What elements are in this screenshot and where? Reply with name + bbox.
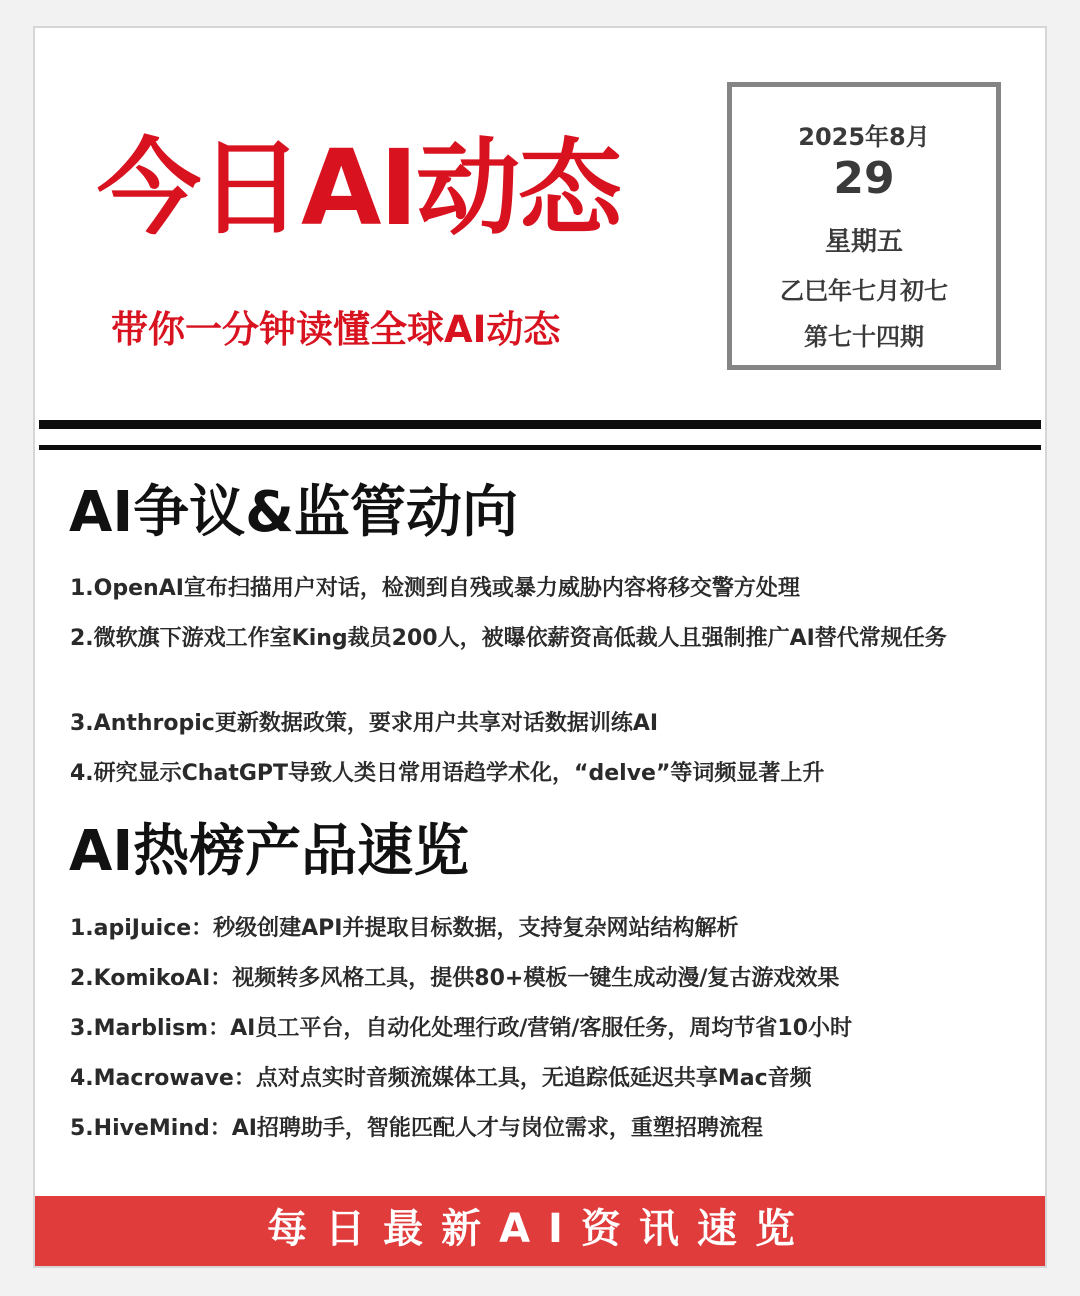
divider-thick: [39, 420, 1041, 429]
masthead-subtitle: 带你一分钟读懂全球AI动态: [111, 308, 561, 351]
footer-banner: 每日最新AI资讯速览: [35, 1196, 1045, 1268]
masthead-title: 今日AI动态: [97, 127, 621, 249]
section-title-products: AI热榜产品速览: [69, 819, 470, 884]
list-item: 5.HiveMind：AI招聘助手，智能匹配人才与岗位需求，重塑招聘流程: [70, 1116, 763, 1141]
date-day: 29: [833, 153, 895, 204]
list-item: 4.Macrowave：点对点实时音频流媒体工具，无追踪低延迟共享Mac音频: [70, 1066, 812, 1091]
list-item: 1.OpenAI宣布扫描用户对话，检测到自残或暴力威胁内容将移交警方处理: [70, 576, 800, 601]
list-item: 4.研究显示ChatGPT导致人类日常用语趋学术化，“delve”等词频显著上升: [70, 761, 825, 786]
list-item: 1.apiJuice：秒级创建API并提取目标数据，支持复杂网站结构解析: [70, 916, 739, 941]
date-year-month: 2025年8月: [798, 123, 930, 151]
newsletter-page: [33, 26, 1047, 1268]
list-item: 3.Anthropic更新数据政策，要求用户共享对话数据训练AI: [70, 711, 659, 736]
date-lunar: 乙巳年七月初七: [780, 277, 948, 305]
list-item: 2.KomikoAI：视频转多风格工具，提供80+模板一键生成动漫/复古游戏效果: [70, 966, 840, 991]
section-title-regulation: AI争议&监管动向: [69, 480, 519, 545]
date-weekday: 星期五: [824, 227, 903, 257]
divider-thin: [39, 445, 1041, 450]
issue-number: 第七十四期: [804, 323, 924, 351]
list-item: 3.Marblism：AI员工平台，自动化处理行政/营销/客服任务，周均节省10小时: [70, 1016, 853, 1041]
list-item: 2.微软旗下游戏工作室King裁员200人，被曝依薪资高低裁人且强制推广AI替代常规任务: [70, 626, 947, 651]
date-box: [727, 82, 1001, 370]
